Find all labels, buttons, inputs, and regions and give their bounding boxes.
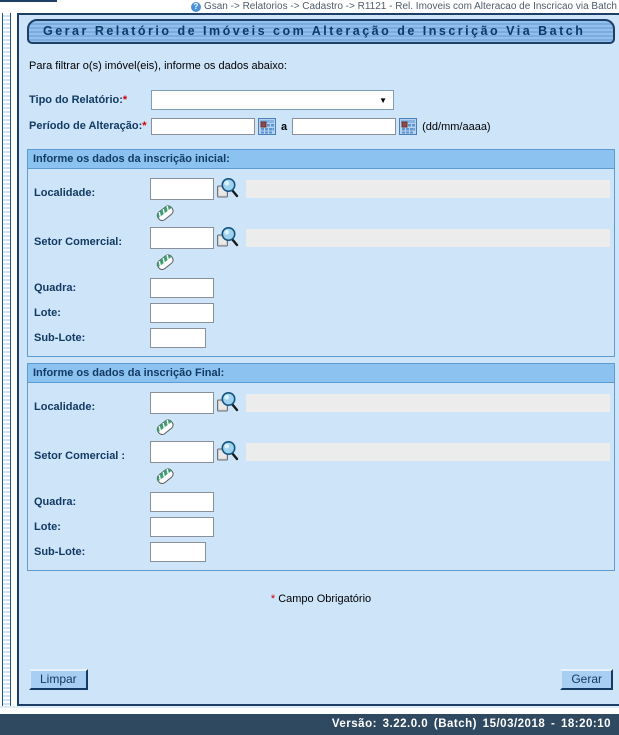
quadra-initial-row <box>34 278 610 298</box>
eraser-icon <box>154 261 176 276</box>
localidade-initial-row <box>34 177 610 224</box>
lote-label: Lote: <box>34 306 61 319</box>
setor-comercial-label: Setor Comercial: <box>34 236 123 248</box>
localidade-label: Localidade: <box>34 187 96 199</box>
magnifier-icon <box>216 402 239 417</box>
sublote-initial-input[interactable] <box>150 328 206 348</box>
version-footer <box>0 714 619 735</box>
eraser-icon <box>154 212 176 227</box>
sublote-final-input[interactable] <box>150 542 206 562</box>
lote-label: Lote: <box>34 520 61 533</box>
page-title: Gerar Relatório de Imóveis com Alteração de Inscrição Via Batch <box>27 19 615 44</box>
required-note <box>27 593 615 605</box>
localidade-final-search-button[interactable] <box>216 391 239 414</box>
period-end-calendar-button[interactable] <box>399 118 417 135</box>
section-inscricao-inicial <box>27 149 615 357</box>
localidade-final-row <box>34 391 610 438</box>
setor-final-clear-button[interactable] <box>154 465 176 487</box>
quadra-label: Quadra: <box>34 495 77 508</box>
required-asterisk: * <box>142 120 147 132</box>
setor-initial-code-input[interactable] <box>150 227 214 249</box>
calendar-icon <box>399 123 417 138</box>
report-type-select[interactable] <box>151 90 394 110</box>
setor-initial-search-button[interactable] <box>216 226 239 249</box>
quadra-initial-input[interactable] <box>150 278 214 298</box>
instructions-text: Para filtrar o(s) imóvel(eis), informe os dados abaixo: <box>29 60 287 72</box>
localidade-initial-code-input[interactable] <box>150 178 214 200</box>
sublote-label: Sub-Lote: <box>34 545 86 558</box>
frame-top-edge <box>0 0 57 2</box>
localidade-final-code-input[interactable] <box>150 392 214 414</box>
quadra-final-row <box>34 492 610 512</box>
breadcrumb[interactable] <box>191 1 617 12</box>
lote-final-input[interactable] <box>150 517 214 537</box>
action-buttons-row <box>27 669 615 694</box>
sublote-label: Sub-Lote: <box>34 331 86 344</box>
period-label: Período de Alteração:* <box>29 120 147 132</box>
lote-initial-row <box>34 303 610 323</box>
localidade-initial-description <box>246 180 610 198</box>
eraser-icon <box>154 426 176 441</box>
quadra-label: Quadra: <box>34 281 77 294</box>
localidade-initial-search-button[interactable] <box>216 177 239 200</box>
setor-initial-clear-button[interactable] <box>154 251 176 273</box>
period-start-calendar-button[interactable] <box>258 118 276 135</box>
lote-initial-input[interactable] <box>150 303 214 323</box>
setor-initial-description <box>246 229 610 247</box>
left-frame-stripe <box>2 13 11 706</box>
version-text: Versão: 3.22.0.0 (Batch) 15/03/2018 - 18:20:10 <box>331 718 611 730</box>
chevron-down-icon: ▼ <box>379 95 387 105</box>
eraser-icon <box>154 475 176 490</box>
localidade-initial-clear-button[interactable] <box>154 202 176 224</box>
bottom-gap <box>0 706 619 714</box>
localidade-final-description <box>246 394 610 412</box>
magnifier-icon <box>216 188 239 203</box>
setor-comercial-label: Setor Comercial : <box>34 450 126 462</box>
calendar-icon <box>258 123 276 138</box>
period-start-input[interactable] <box>151 118 255 135</box>
quadra-final-input[interactable] <box>150 492 214 512</box>
help-icon[interactable]: ? <box>191 2 201 12</box>
lote-final-row <box>34 517 610 537</box>
report-type-row <box>29 90 615 110</box>
setor-final-description <box>246 443 610 461</box>
setor-final-row <box>34 440 610 487</box>
setor-initial-row <box>34 226 610 273</box>
required-asterisk: * <box>122 93 128 106</box>
magnifier-icon <box>216 237 239 252</box>
section-title: Informe os dados da inscrição Final: <box>28 364 614 383</box>
required-note-text: Campo Obrigatório <box>278 593 372 605</box>
setor-final-code-input[interactable] <box>150 441 214 463</box>
required-asterisk: * <box>270 593 276 605</box>
date-format-hint: (dd/mm/aaaa) <box>422 120 491 133</box>
setor-final-search-button[interactable] <box>216 440 239 463</box>
localidade-final-clear-button[interactable] <box>154 416 176 438</box>
form-panel <box>17 13 619 706</box>
period-row <box>29 118 615 135</box>
limpar-button[interactable]: Limpar <box>29 669 88 690</box>
breadcrumb-bar <box>0 0 619 13</box>
breadcrumb-text: Gsan -> Relatorios -> Cadastro -> R1121 - Rel. Imoveis com Alteracao de Inscricao via Batch <box>203 1 617 12</box>
section-inscricao-final <box>27 363 615 571</box>
sublote-final-row <box>34 542 610 562</box>
section-title: Informe os dados da inscrição inicial: <box>28 150 614 169</box>
period-separator: a <box>281 120 288 133</box>
sublote-initial-row <box>34 328 610 348</box>
localidade-label: Localidade: <box>34 401 96 413</box>
report-type-label: Tipo do Relatório:* <box>29 93 128 106</box>
period-end-input[interactable] <box>292 118 396 135</box>
magnifier-icon <box>216 451 239 466</box>
gerar-button[interactable]: Gerar <box>560 669 613 690</box>
